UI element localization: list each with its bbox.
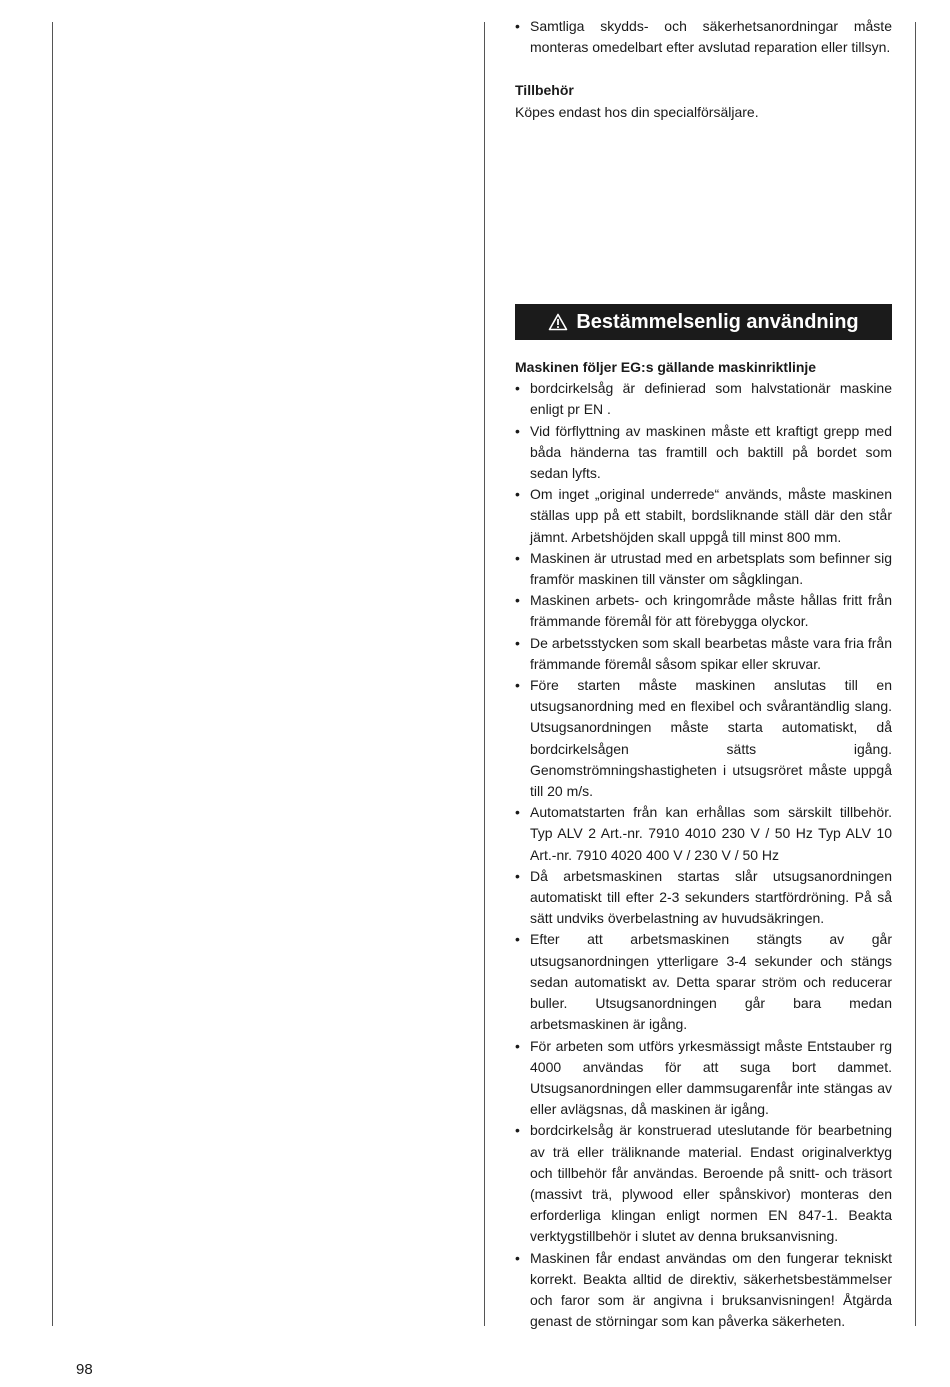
list-item [515, 929, 892, 1035]
bullet-marker: • [515, 931, 520, 948]
list-item-text: För arbeten som utförs yrkesmässigt måste Entstauber rg 4000 användas för att suga bort dammet. Utsugsanordningen eller dammsugarenfår inte stängas av eller avlägsnas, då maskinen är igång. [530, 1037, 892, 1118]
list-item [515, 802, 892, 866]
bullet-marker: • [515, 1122, 520, 1139]
bullet-marker: • [515, 634, 520, 651]
list-item [515, 1248, 892, 1333]
list-item-text: Automatstarten från kan erhållas som särskilt tillbehör. Typ ALV 2 Art.-nr. 7910 4010 230 V / 50 Hz Typ ALV 10 Art.-nr. 7910 4020 400 V / 230 V / 50 Hz [530, 804, 892, 863]
list-item-text: Maskinen får endast användas om den fungerar tekniskt korrekt. Beakta alltid de direktiv, säkerhetsbestämmelser och faror som är angivna i bruksanvisningen! Åtgärda genast de störningar som kan påverka säkerheten. [530, 1249, 892, 1330]
right-margin-rule [915, 22, 916, 1326]
warning-triangle-icon [548, 313, 568, 331]
list-item-text: Före starten måste maskinen anslutas till en utsugsanordning med en flexibel och svårantändlig slang. Utsugsanordningen måste starta automatiskt, då bordcirkelsågen sätts igång. Genomströmningshastigheten i utsugsröret måste uppgå till 20 m/s. [530, 677, 892, 800]
accessories-text: Köpes endast hos din specialförsäljare. [515, 103, 759, 120]
column-divider-rule [484, 22, 485, 1326]
list-item [515, 378, 892, 420]
bullet-marker: • [515, 677, 520, 694]
page-number: 98 [76, 1361, 93, 1378]
list-item-text: Då arbetsmaskinen startas slår utsugsanordningen automatiskt till efter 2-3 sekunders startfördröning. På så sätt undviks överbelastning av huvudsäkringen. [530, 867, 892, 927]
bullet-marker: • [515, 486, 520, 503]
list-item [515, 484, 892, 548]
list-item-text: Om inget „original underrede“ används, måste maskinen ställas upp på ett stabilt, bordsliknande ställ där den står jämnt. Arbetshöjden skall uppgå till minst 800 mm. [530, 486, 892, 545]
bullet-marker: • [515, 18, 520, 34]
bullet-marker: • [515, 592, 520, 609]
bullet-marker: • [515, 867, 520, 884]
accessories-heading: Tillbehör [515, 82, 574, 99]
list-item-text: Efter att arbetsmaskinen stängts av går utsugsanordningen ytterligare 3-4 sekunder och stängs sedan automatiskt av. Detta sparar ström och reducerar buller. Utsugsanordningen går bara medan arbetsmaskinen är igång. [530, 931, 892, 1033]
top-bullet-list [515, 16, 892, 58]
list-item-text: Maskinen arbets- och kringområde måste hållas fritt från främmande föremål för att förebygga olyckor. [530, 592, 892, 630]
list-item-text: bordcirkelsåg är konstruerad uteslutande för bearbetning av trä eller träliknande material. Endast originalverktyg och tillbehör får användas. Beroende på snitt- och träsort (massivt trä, plywood eller spånskivor) monteras den erforderliga klingan enligt normen EN 847-1. Beakta verktygstillbehör i slutet av denna bruksanvisning. [530, 1122, 892, 1245]
bullet-marker: • [515, 804, 520, 821]
main-text-block [515, 357, 892, 1332]
bullet-marker: • [515, 549, 520, 566]
section-banner [515, 304, 892, 340]
list-item [515, 548, 892, 590]
list-item-text: Samtliga skydds- och säkerhetsanordningar måste monteras omedelbart efter avslutad reparation eller tillsyn. [530, 18, 892, 56]
top-text-block [515, 16, 892, 123]
list-item [515, 1120, 892, 1247]
left-margin-rule [52, 22, 53, 1326]
bullet-marker: • [515, 422, 520, 439]
list-item-text: De arbetsstycken som skall bearbetas måste vara fria från främmande föremål såsom spikar eller skruvar. [530, 634, 892, 672]
main-heading: Maskinen följer EG:s gällande maskinriktlinje [515, 359, 817, 375]
list-item [515, 866, 892, 930]
list-item [515, 1036, 892, 1121]
list-item-text: Vid förflyttning av maskinen måste ett kraftigt grepp med båda händerna tas framtill och baktill på bordet som sedan lyfts. [530, 422, 892, 482]
bullet-marker: • [515, 380, 520, 397]
section-title: Bestämmelsenlig användning [576, 310, 859, 333]
list-item [515, 633, 892, 675]
bullet-marker: • [515, 1037, 520, 1054]
list-item [515, 421, 892, 485]
list-item [515, 16, 892, 58]
main-bullet-list [515, 378, 892, 1332]
list-item [515, 590, 892, 632]
list-item-text: Maskinen är utrustad med en arbetsplats som befinner sig framför maskinen till vänster om sågklingan. [530, 549, 892, 588]
bullet-marker: • [515, 1249, 520, 1266]
list-item [515, 675, 892, 802]
list-item-text: bordcirkelsåg är definierad som halvstationär maskine enligt pr EN . [530, 380, 892, 418]
